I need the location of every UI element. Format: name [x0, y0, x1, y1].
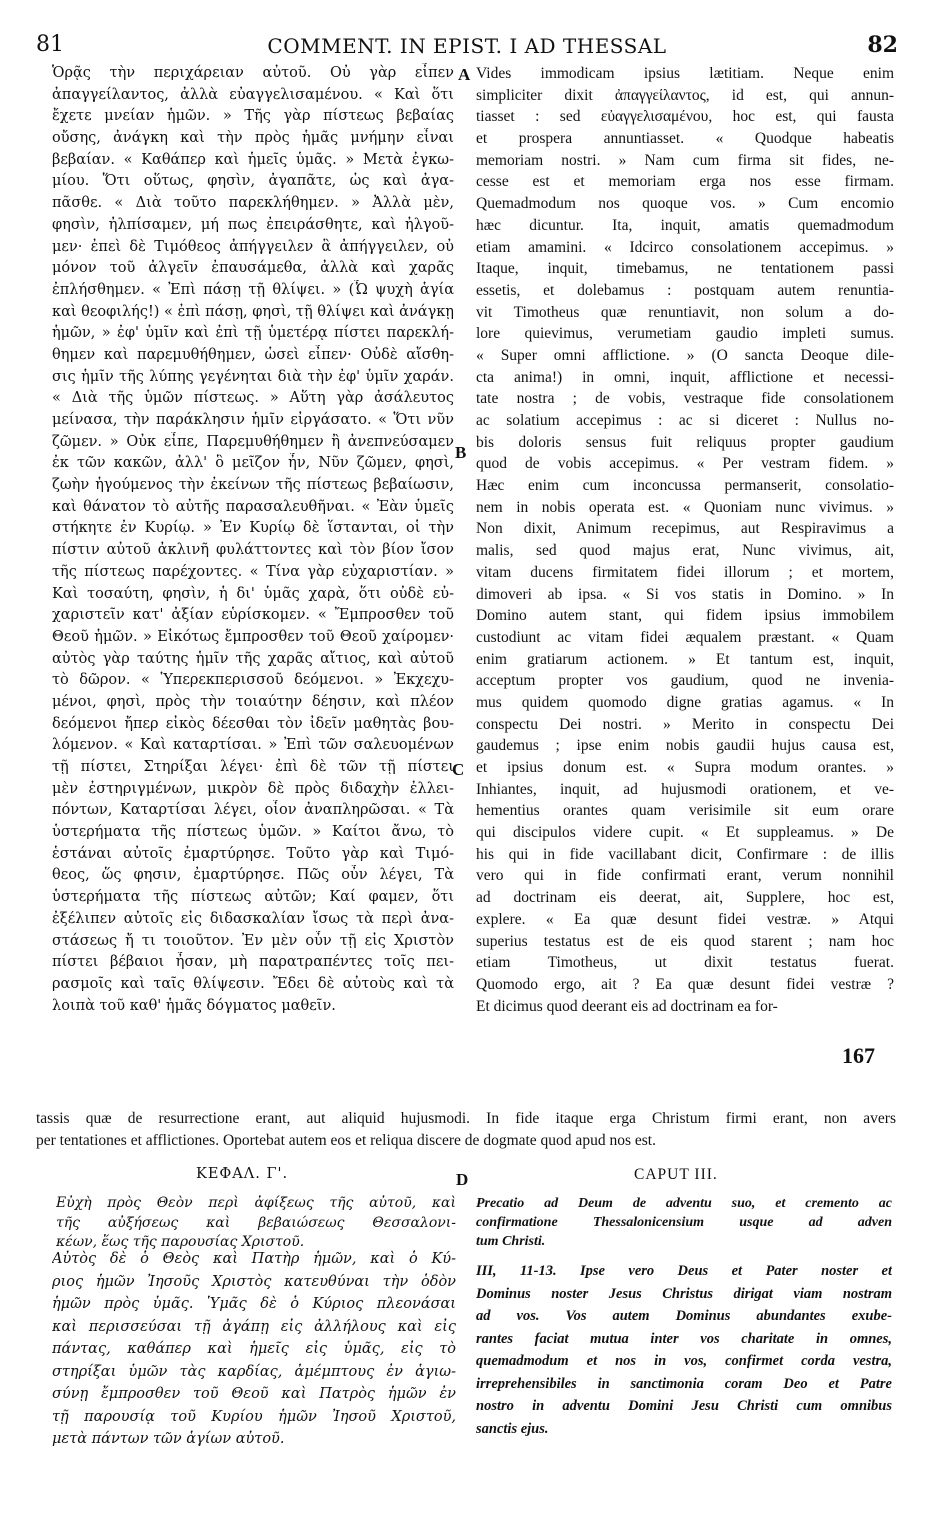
- greek-text-line: καὶ θάνατον τὸ αὐτῆς παρασαλευθῆναι. « Ἐὰν ὑμεῖς: [52, 498, 454, 515]
- greek-chapter-line: καὶ περισσεύσαι τῇ ἀγάπῃ εἰς ἀλλήλους καὶ εἰς: [52, 1318, 456, 1335]
- continuation-line: tassis quæ de resurrectione erant, aut aliquid hujusmodi. In fide itaque erga Christum firmi erant, non avers: [36, 1110, 896, 1127]
- latin-text-line: lore quievimus, verumetiam gaudio impleti sumus.: [476, 325, 894, 343]
- latin-text-line: vit Timotheus quæ renuntiavit, non solum a do-: [476, 303, 894, 321]
- greek-text-line: τῆς πίστεως παρέχοντες. « Τίνα γὰρ εὐχαριστίαν. »: [52, 563, 454, 580]
- latin-chapter-summary: [476, 1194, 892, 1251]
- latin-text-line: qui discipulos videre cupit. « Et suppleamus. » De: [476, 824, 894, 842]
- latin-text-line: dimoveri ab ipsa. « Si vos statis in Domino. » In: [476, 585, 894, 603]
- greek-text-line: πίστιν αὐτοῦ ἀκλινῆ φυλάττοντες καὶ τὸν βίον ἴσον: [52, 542, 454, 559]
- greek-text-line: φησὶν, ἠλπίσαμεν, μή πως ἐπειράσθητε, καὶ ἠλγοῦ-: [52, 216, 454, 233]
- latin-text-line: his qui in fide vacillabant dicit, Confirmare : de illis: [476, 845, 894, 863]
- latin-chapter-line: nostro in adventu Domini Jesu Christi cum omnibus: [476, 1398, 892, 1414]
- greek-text-line: χαριστεῖν κατ' ἀξίαν εὑρίσκομεν. « Ἔμπροσθεν τοῦ: [52, 607, 454, 624]
- latin-text-line: Quomodo ergo, ait ? Ea quæ desunt fidei vestræ ?: [476, 975, 894, 993]
- latin-text-line: memoriam nostri. » Nam cum firma sit fides, ne-: [476, 151, 894, 169]
- latin-text-line: cesse est et memoriam erga nos esse firmam.: [476, 173, 894, 191]
- latin-summary-line: Precatio ad Deum de adventu suo, et cremento ac: [476, 1196, 892, 1211]
- greek-text-line: μείνασα, τὴν παράκλησιν ἡμῖν εἰργάσατο. « Ὅτι νῦν: [52, 412, 454, 428]
- left-page-number: 81: [36, 32, 64, 57]
- latin-text-line: conspectu Dei nostri. » Merito in conspectu Dei: [476, 715, 894, 733]
- greek-text-line: καὶ θεοφιλής!) « ἐπὶ πάσῃ, φησὶ, τῇ θλίψει καὶ ἀνάγκῃ: [52, 303, 454, 320]
- right-page-number: 82: [867, 32, 898, 58]
- greek-text-line: θημεν καὶ παρεμυθήθημεν, ὡσεὶ εἶπεν· Οὐδὲ αἴσθη-: [52, 346, 454, 363]
- latin-text-line: hæc dicuntur. Ita, inquit, amatis quemadmodum: [476, 216, 894, 234]
- greek-chapter-line: ἡμῶν πρὸς ὑμᾶς. Ὑμᾶς δὲ ὁ Κύριος πλεονάσαι: [52, 1296, 456, 1312]
- latin-text-line: enim gratiarum actionem. » Et tantum est, inquit,: [476, 650, 894, 668]
- latin-text-line: Vides immodicam ipsius lætitiam. Neque enim: [476, 65, 894, 82]
- greek-text-line: ἀπαγγείλαντος, ἀλλὰ εὐαγγελισαμένου. « Καὶ ὅτι: [52, 86, 454, 103]
- greek-text-line: λόμενον. « Καὶ καταρτίσαι. » Ἐπὶ τῶν σαλευομένων: [52, 737, 454, 754]
- greek-text-line: αὐτὸς γὰρ ταύτης ἡμῖν τῆς χαρᾶς αἴτιος, καὶ αὐτοῦ: [52, 650, 454, 667]
- latin-text-line: essetis, et dolebamus : postquam autem renuntia-: [476, 281, 894, 299]
- latin-text-line: Et dicimus quod deerant eis ad doctrinam ea for-: [476, 997, 778, 1015]
- greek-text-line: ἔχετε μνείαν ἡμῶν. » Τῆς γὰρ πίστεως βεβαίας: [52, 108, 454, 125]
- greek-chapter-line: Αὐτὸς δὲ ὁ Θεὸς καὶ Πατὴρ ἡμῶν, καὶ ὁ Κύ-: [52, 1251, 456, 1267]
- latin-chapter-line: III, 11-13. Ipse vero Deus et Pater noster et: [476, 1263, 892, 1279]
- latin-text-line: tiasset : sed εὐαγγελισαμένου, hoc est, qui fausta: [476, 108, 894, 126]
- greek-text-line: τῇ πίστει, Στηρίξαι λέγει· ἐπὶ δὲ τῶν τῇ πίστει: [52, 759, 454, 775]
- margin-marker-b: B: [455, 443, 467, 462]
- latin-text-line: vero qui in fide confirmati erant, verum nonnihil: [476, 867, 894, 885]
- greek-text-line: μεν· ἐπεὶ δὲ Τιμόθεος ἀπήγγειλεν ἃ ἀπήγγειλεν, οὐ: [52, 238, 454, 255]
- latin-text-line: Itaque, inquit, timebamus, ne tentationem passi: [476, 260, 894, 278]
- latin-chapter-text: [476, 1260, 892, 1440]
- latin-text-line: bis doloris sensus fuit reliquus propter gaudium: [476, 433, 894, 451]
- latin-text-line: etiam amamini. « Idcirco consolationem accepimus. »: [476, 238, 894, 256]
- greek-text-line: μένοι, φησὶ, πρὸς τὴν τοιαύτην δέησιν, καὶ πλέον: [52, 693, 454, 710]
- greek-text-line: τὸ δῶρον. « Ὑπερεκπερισσοῦ δεόμενοι. » Ἐκχεχυ-: [52, 672, 454, 689]
- greek-chapter-line: τῇ παρουσίᾳ τοῦ Κυρίου ἡμῶν Ἰησοῦ Χριστοῦ,: [52, 1408, 456, 1425]
- greek-chapter-line: σύνῃ ἔμπροσθεν τοῦ Θεοῦ καὶ Πατρὸς ἡμῶν ἐν: [52, 1386, 456, 1402]
- latin-text-line: et ipsius donum est. « Supra modum orantes. »: [476, 759, 894, 776]
- running-header: [36, 32, 898, 62]
- latin-text-line: acceptum propter vos gaudium, quod ne invenia-: [476, 672, 894, 690]
- greek-text-line: ζῶμεν. » Οὐκ εἶπε, Παρεμυθήθημεν ἢ ἀνεπνεύσαμεν: [52, 433, 454, 450]
- continuation-line: per tentationes et afflictiones. Oportebat autem eos et reliqua discere de dogmate quod apud nos est.: [36, 1131, 656, 1149]
- running-title: COMMENT. IN EPIST. I AD THESSAL: [267, 34, 667, 58]
- greek-text-line: ἐπλήσθημεν. « Ἐπὶ πάσῃ τῇ θλίψει. » (Ὦ ψυχὴ ἁγία: [52, 281, 454, 298]
- full-width-continuation: [36, 1108, 896, 1151]
- latin-text-line: Hæc enim cum inconcussa permanserit, consolatio-: [476, 477, 894, 495]
- latin-text-line: simpliciter dixit ἀπαγγείλαντος, id est, qui annun-: [476, 86, 894, 104]
- greek-chapter-line: μετὰ πάντων τῶν ἁγίων αὐτοῦ.: [52, 1431, 285, 1447]
- latin-text-line: hementius orantes quam verisimile sit eum orare: [476, 802, 894, 820]
- latin-chapter-line: rantes faciat mutua inter vos charitate in omnes,: [476, 1330, 892, 1347]
- latin-text-line: Domino autem stant, qui fidem ipsius immobilem: [476, 607, 894, 625]
- greek-text-line: μόνον τοῦ ἀλγεῖν ἐπαυσάμεθα, ἀλλὰ καὶ χαρᾶς: [52, 260, 454, 277]
- greek-chapter-line: ριος ἡμῶν Ἰησοῦς Χριστὸς κατευθύναι τὴν ὁδὸν: [52, 1273, 456, 1290]
- greek-text-line: στήκητε ἐν Κυρίῳ. » Ἐν Κυρίῳ δὲ ἵστανται, οἱ τὴν: [52, 520, 454, 537]
- greek-text-line: ἑστάναι αὐτοῖς ἐμαρτύρησε. Τοῦτο γὰρ καὶ Τιμό-: [52, 845, 454, 862]
- greek-chapter-text: [52, 1248, 456, 1451]
- latin-text-line: tate nostra ; de vobis, vestraque fide consolationem: [476, 390, 894, 408]
- greek-summary-line: κέων, ἕως τῆς παρουσίας Χριστοῦ.: [56, 1234, 305, 1250]
- latin-text-line: ac solatium accepimus : ac si diceret : Nullus no-: [476, 412, 894, 429]
- latin-text-line: et prospera annuntiasset. « Quodque habeatis: [476, 130, 894, 148]
- latin-text-line: vitam ducens firmitatem fidei illorum ; et mortem,: [476, 563, 894, 581]
- latin-text-line: malis, sed quod majus erat, Nunc vivimus, ait,: [476, 542, 894, 560]
- latin-text-line: cta anima!) in omni, inquit, afflictione et necessi-: [476, 368, 894, 386]
- greek-text-line: λοιπὰ τοῦ καθ' ἡμᾶς δόγματος μαθεῖν.: [52, 997, 336, 1014]
- latin-column: [476, 63, 894, 1017]
- greek-text-line: οὔσης, ἀνάγκη καὶ τὴν πρὸς ἡμᾶς μνήμην εἶναι: [52, 130, 454, 147]
- greek-text-line: πᾶσθε. « Διὰ τοῦτο παρεκλήθημεν. » Ἀλλὰ μὲν,: [52, 195, 454, 212]
- greek-text-line: ἐκ τῶν κακῶν, ἀλλ' ὃ μεῖζον ἦν, Νῦν ζῶμεν, φησὶ,: [52, 455, 454, 472]
- latin-summary-line: tum Christi.: [476, 1234, 546, 1249]
- greek-summary-line: Εὐχὴ πρὸς Θεὸν περὶ ἀφίξεως τῆς αὐτοῦ, καὶ: [56, 1195, 456, 1211]
- latin-chapter-line: irreprehensibiles in sanctimonia coram Deo et Patre: [476, 1375, 892, 1392]
- latin-text-line: custodiunt ac vitam fidei æqualem præstant. « Quam: [476, 628, 894, 646]
- latin-text-line: « Super omni afflictione. » (O sancta Deoque dile-: [476, 346, 894, 364]
- greek-text-line: μὲν ἐστηριγμένων, μικρὸν δὲ πρὸς διδαχὴν ἐλλει-: [52, 780, 454, 797]
- margin-marker-d: D: [456, 1170, 469, 1189]
- greek-chapter-heading: ΚΕΦΑΛ. Γ'.: [196, 1166, 289, 1182]
- latin-text-line: ad doctrinam eis deerat, ait, Supplere, hoc est,: [476, 889, 894, 907]
- latin-chapter-heading: CAPUT III.: [634, 1166, 718, 1183]
- latin-text-line: nem in nobis operata est. « Quoniam nunc vivimus. »: [476, 498, 894, 516]
- column-number: 167: [842, 1043, 875, 1068]
- latin-chapter-line: ad vos. Vos autem Dominus abundantes exube-: [476, 1308, 892, 1324]
- latin-chapter-line: sanctis ejus.: [476, 1420, 549, 1437]
- latin-text-line: Non dixit, Animum recepimus, aut Respiravimus a: [476, 520, 894, 538]
- greek-text-line: πόντων, Καταρτίσαι λέγει, οἷον ἀναπληρῶσαι. « Τὰ: [52, 802, 454, 819]
- latin-text-line: etiam Timotheus, ut dixit testatus fuerat.: [476, 954, 894, 972]
- greek-text-line: δεόμενοι ἤπερ εἰκὸς δέεσθαι τὸν ἰδεῖν μαθητὰς βου-: [52, 715, 454, 732]
- greek-text-line: βεβαίαν. « Καθάπερ καὶ ἡμεῖς ὑμᾶς. » Μετὰ ἐγκω-: [52, 151, 454, 168]
- latin-text-line: quod de vobis accepimus. « Per vestram fidem. »: [476, 455, 894, 473]
- latin-text-line: gaudemus ; ipse enim nobis gaudii hujus causa est,: [476, 737, 894, 755]
- greek-text-line: ὑστερήματα τῆς πίστεως αὐτῶν; Καί φαμεν, ὅτι: [52, 889, 454, 906]
- greek-text-line: μίου. Ὅτι οὕτως, φησὶν, ἀγαπᾶτε, ὡς καὶ ἀγα-: [52, 173, 454, 190]
- greek-text-line: ἡμῶν, » ἐφ' ὑμῖν καὶ ἐπὶ τῇ ὑμετέρᾳ πίστει παρεκλή-: [52, 325, 454, 342]
- greek-chapter-line: στηρίξαι ὑμῶν τὰς καρδίας, ἀμέμπτους ἐν ἁγιω-: [52, 1363, 456, 1380]
- greek-text-line: Θεοῦ ἡμῶν. » Εἰκότως ἔμπροσθεν τοῦ Θεοῦ χαίρομεν·: [52, 628, 454, 645]
- latin-text-line: Inhiantes, inquit, ad hujusmodi orationem, et ve-: [476, 780, 894, 798]
- latin-text-line: explere. « Ea quæ desunt fidei vestræ. » Atqui: [476, 910, 894, 928]
- greek-text-line: « Διὰ τῆς ὑμῶν πίστεως. » Αὕτη γὰρ ἀσάλευτος: [52, 390, 454, 407]
- greek-chapter-summary: [56, 1194, 456, 1253]
- greek-summary-line: τῆς αὐξήσεως καὶ βεβαιώσεως Θεσσαλονι-: [56, 1214, 456, 1231]
- margin-marker-c: C: [452, 760, 465, 779]
- latin-chapter-line: quemadmodum et nos in vos, confirmet corda vestra,: [476, 1353, 892, 1369]
- latin-text-line: mus quidem quomodo digne gratias agamus. « In: [476, 693, 894, 711]
- greek-text-line: σις ἡμῖν τῆς λύπης γεγένηται διὰ τὴν ἐφ' ὑμῖν χαράν.: [52, 368, 454, 385]
- latin-text-line: superius testatus est de eis quod starent ; nam hoc: [476, 932, 894, 950]
- greek-text-line: θεος, ὥς φησιν, ἐμαρτύρησε. Πῶς οὖν λέγει, Τὰ: [52, 867, 454, 884]
- greek-text-line: Ὁρᾷς τὴν περιχάρειαν αὐτοῦ. Οὐ γὰρ εἶπεν: [52, 65, 454, 81]
- greek-text-line: ἐξέλιπεν αὐτοῖς εἰς διδασκαλίαν ἴσως τὰ περὶ ἀνα-: [52, 910, 454, 927]
- greek-text-line: Καὶ τοσαύτη, φησὶν, ἡ δι' ὑμᾶς χαρὰ, ὅτι οὐδὲ εὐ-: [52, 585, 454, 602]
- greek-text-line: ὑστερήματα τῆς πίστεως ὑμῶν. » Καίτοι ἄνω, τὸ: [52, 824, 454, 841]
- greek-text-line: ρασμοῖς καὶ ταῖς θλίψεσιν. Ἔδει δὲ αὐτοὺς καὶ τὰ: [52, 975, 454, 992]
- greek-column: [52, 63, 454, 1017]
- greek-chapter-line: πάντας, καθάπερ καὶ ἡμεῖς εἰς ὑμᾶς, εἰς τὸ: [52, 1341, 456, 1357]
- latin-summary-line: confirmatione Thessalonicensium usque ad adven: [476, 1215, 892, 1230]
- margin-marker-a: A: [458, 65, 471, 84]
- greek-text-line: στάσεως ἤ τι τοιοῦτον. Ἐν μὲν οὖν τῇ εἰς Χριστὸν: [52, 932, 454, 949]
- latin-text-line: Quemadmodum nos quoque vos. » Cum encomio: [476, 195, 894, 213]
- greek-text-line: πίστει βέβαιοι ἦσαν, μὴ παρατραπέντες τοῖς πει-: [52, 954, 454, 971]
- greek-text-line: ζωὴν ἡγούμενος τὴν ἐκείνων τῆς πίστεως βεβαίωσιν,: [52, 477, 454, 494]
- latin-chapter-line: Dominus noster Jesus Christus dirigat viam nostram: [476, 1285, 892, 1302]
